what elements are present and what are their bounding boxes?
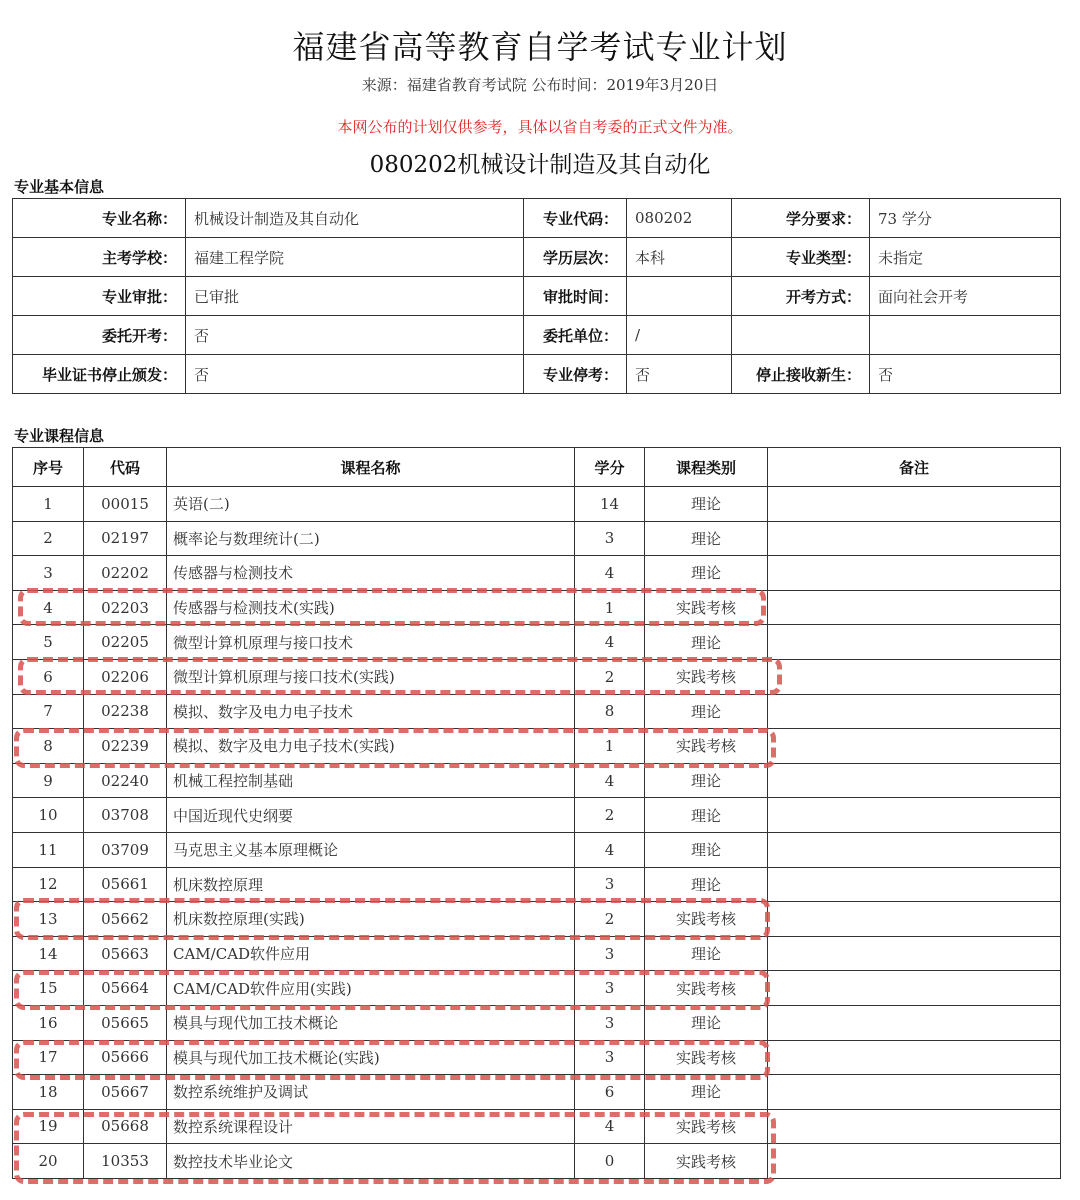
course-index: 3 bbox=[13, 556, 84, 591]
course-category: 实践考核 bbox=[645, 659, 768, 694]
info-label: 专业审批： bbox=[13, 277, 186, 316]
course-index: 14 bbox=[13, 936, 84, 971]
course-category: 实践考核 bbox=[645, 1040, 768, 1075]
table-row bbox=[13, 1109, 1061, 1144]
course-remarks bbox=[768, 1005, 1061, 1040]
course-category: 理论 bbox=[645, 1005, 768, 1040]
info-value bbox=[870, 316, 1061, 355]
course-name: CAM/CAD软件应用(实践) bbox=[167, 971, 575, 1006]
course-category: 理论 bbox=[645, 867, 768, 902]
course-category: 理论 bbox=[645, 625, 768, 660]
course-name: 数控系统课程设计 bbox=[167, 1109, 575, 1144]
course-name: 模具与现代加工技术概论 bbox=[167, 1005, 575, 1040]
course-remarks bbox=[768, 659, 1061, 694]
course-index: 12 bbox=[13, 867, 84, 902]
course-code: 05667 bbox=[84, 1075, 167, 1110]
course-remarks bbox=[768, 798, 1061, 833]
course-credits: 3 bbox=[575, 867, 645, 902]
info-row bbox=[13, 277, 1061, 316]
course-index: 19 bbox=[13, 1109, 84, 1144]
course-code: 05661 bbox=[84, 867, 167, 902]
table-row bbox=[13, 625, 1061, 660]
course-name: 模具与现代加工技术概论(实践) bbox=[167, 1040, 575, 1075]
info-value: 否 bbox=[627, 355, 732, 394]
course-name: 传感器与检测技术 bbox=[167, 556, 575, 591]
course-code: 00015 bbox=[84, 487, 167, 522]
course-code: 05664 bbox=[84, 971, 167, 1006]
course-name: 模拟、数字及电力电子技术 bbox=[167, 694, 575, 729]
course-code: 02238 bbox=[84, 694, 167, 729]
course-credits: 3 bbox=[575, 971, 645, 1006]
course-table-header bbox=[13, 448, 1061, 487]
course-credits: 4 bbox=[575, 556, 645, 591]
info-label: 学历层次： bbox=[524, 238, 627, 277]
course-credits: 4 bbox=[575, 625, 645, 660]
course-category: 实践考核 bbox=[645, 1109, 768, 1144]
course-index: 15 bbox=[13, 971, 84, 1006]
course-code: 02239 bbox=[84, 729, 167, 764]
course-category: 实践考核 bbox=[645, 902, 768, 937]
course-remarks bbox=[768, 556, 1061, 591]
course-code: 03709 bbox=[84, 832, 167, 867]
course-index: 17 bbox=[13, 1040, 84, 1075]
table-row bbox=[13, 1005, 1061, 1040]
course-name: 数控技术毕业论文 bbox=[167, 1144, 575, 1179]
course-remarks bbox=[768, 521, 1061, 556]
info-value: 本科 bbox=[627, 238, 732, 277]
course-category: 理论 bbox=[645, 763, 768, 798]
course-category: 实践考核 bbox=[645, 1144, 768, 1179]
course-name: 机床数控原理 bbox=[167, 867, 575, 902]
course-category: 实践考核 bbox=[645, 971, 768, 1006]
course-code: 05665 bbox=[84, 1005, 167, 1040]
course-name: 机床数控原理(实践) bbox=[167, 902, 575, 937]
course-remarks bbox=[768, 902, 1061, 937]
course-index: 13 bbox=[13, 902, 84, 937]
course-name: 英语(二) bbox=[167, 487, 575, 522]
course-name: 传感器与检测技术(实践) bbox=[167, 590, 575, 625]
course-remarks bbox=[768, 971, 1061, 1006]
course-category: 理论 bbox=[645, 694, 768, 729]
table-row bbox=[13, 971, 1061, 1006]
course-credits: 1 bbox=[575, 590, 645, 625]
info-value: 73 学分 bbox=[870, 199, 1061, 238]
table-row bbox=[13, 832, 1061, 867]
course-name: 马克思主义基本原理概论 bbox=[167, 832, 575, 867]
disclaimer-notice: 本网公布的计划仅供参考，具体以省自考委的正式文件为准。 bbox=[337, 118, 743, 136]
course-code: 03708 bbox=[84, 798, 167, 833]
course-code: 05663 bbox=[84, 936, 167, 971]
info-value: 机械设计制造及其自动化 bbox=[186, 199, 524, 238]
info-value: 否 bbox=[186, 355, 524, 394]
info-label: 开考方式： bbox=[732, 277, 870, 316]
course-remarks bbox=[768, 487, 1061, 522]
table-row bbox=[13, 1040, 1061, 1075]
course-credits: 2 bbox=[575, 659, 645, 694]
table-row bbox=[13, 902, 1061, 937]
course-code: 05662 bbox=[84, 902, 167, 937]
basic-info-table bbox=[12, 198, 1061, 394]
source-line: 来源：福建省教育考试院 公布时间：2019年3月20日 bbox=[361, 76, 719, 94]
course-credits: 4 bbox=[575, 1109, 645, 1144]
course-credits: 3 bbox=[575, 1040, 645, 1075]
info-value: 面向社会开考 bbox=[870, 277, 1061, 316]
header-category: 课程类别 bbox=[645, 448, 768, 487]
course-code: 02203 bbox=[84, 590, 167, 625]
info-label: 专业停考： bbox=[524, 355, 627, 394]
info-value: / bbox=[627, 316, 732, 355]
info-label: 主考学校： bbox=[13, 238, 186, 277]
info-label: 毕业证书停止颁发： bbox=[13, 355, 186, 394]
course-credits: 4 bbox=[575, 832, 645, 867]
info-label: 学分要求： bbox=[732, 199, 870, 238]
table-row bbox=[13, 556, 1061, 591]
table-row bbox=[13, 694, 1061, 729]
course-remarks bbox=[768, 694, 1061, 729]
table-row bbox=[13, 1075, 1061, 1110]
course-category: 实践考核 bbox=[645, 729, 768, 764]
course-category: 理论 bbox=[645, 936, 768, 971]
course-code: 05666 bbox=[84, 1040, 167, 1075]
course-credits: 0 bbox=[575, 1144, 645, 1179]
course-index: 18 bbox=[13, 1075, 84, 1110]
course-index: 1 bbox=[13, 487, 84, 522]
table-row bbox=[13, 487, 1061, 522]
course-index: 4 bbox=[13, 590, 84, 625]
course-category: 理论 bbox=[645, 521, 768, 556]
table-row bbox=[13, 798, 1061, 833]
table-row bbox=[13, 867, 1061, 902]
course-remarks bbox=[768, 729, 1061, 764]
course-credits: 14 bbox=[575, 487, 645, 522]
major-title: 080202机械设计制造及其自动化 bbox=[369, 152, 711, 178]
table-row bbox=[13, 763, 1061, 798]
course-index: 6 bbox=[13, 659, 84, 694]
course-table bbox=[12, 447, 1061, 1179]
course-credits: 8 bbox=[575, 694, 645, 729]
course-code: 02202 bbox=[84, 556, 167, 591]
course-code: 05668 bbox=[84, 1109, 167, 1144]
course-index: 20 bbox=[13, 1144, 84, 1179]
course-code: 02206 bbox=[84, 659, 167, 694]
info-label: 委托开考： bbox=[13, 316, 186, 355]
info-label: 停止接收新生： bbox=[732, 355, 870, 394]
course-credits: 3 bbox=[575, 1005, 645, 1040]
course-remarks bbox=[768, 832, 1061, 867]
course-credits: 3 bbox=[575, 936, 645, 971]
course-remarks bbox=[768, 763, 1061, 798]
course-name: 微型计算机原理与接口技术 bbox=[167, 625, 575, 660]
course-category: 理论 bbox=[645, 1075, 768, 1110]
course-credits: 6 bbox=[575, 1075, 645, 1110]
info-row bbox=[13, 355, 1061, 394]
course-index: 16 bbox=[13, 1005, 84, 1040]
info-value: 否 bbox=[186, 316, 524, 355]
table-row bbox=[13, 936, 1061, 971]
course-index: 7 bbox=[13, 694, 84, 729]
info-value: 未指定 bbox=[870, 238, 1061, 277]
course-credits: 1 bbox=[575, 729, 645, 764]
course-remarks bbox=[768, 1109, 1061, 1144]
info-label: 专业名称： bbox=[13, 199, 186, 238]
header-remarks: 备注 bbox=[768, 448, 1061, 487]
course-credits: 3 bbox=[575, 521, 645, 556]
course-info-heading: 专业课程信息 bbox=[14, 427, 105, 445]
course-code: 02205 bbox=[84, 625, 167, 660]
course-category: 理论 bbox=[645, 832, 768, 867]
course-remarks bbox=[768, 1040, 1061, 1075]
course-name: 中国近现代史纲要 bbox=[167, 798, 575, 833]
course-name: 模拟、数字及电力电子技术(实践) bbox=[167, 729, 575, 764]
table-row bbox=[13, 659, 1061, 694]
header-index: 序号 bbox=[13, 448, 84, 487]
course-remarks bbox=[768, 936, 1061, 971]
info-value: 080202 bbox=[627, 199, 732, 238]
table-row bbox=[13, 729, 1061, 764]
info-row bbox=[13, 238, 1061, 277]
info-label bbox=[732, 316, 870, 355]
header-course-name: 课程名称 bbox=[167, 448, 575, 487]
course-credits: 2 bbox=[575, 798, 645, 833]
course-index: 8 bbox=[13, 729, 84, 764]
info-label: 专业代码： bbox=[524, 199, 627, 238]
course-remarks bbox=[768, 1075, 1061, 1110]
course-category: 理论 bbox=[645, 556, 768, 591]
course-credits: 2 bbox=[575, 902, 645, 937]
course-name: 微型计算机原理与接口技术(实践) bbox=[167, 659, 575, 694]
basic-info-heading: 专业基本信息 bbox=[14, 178, 105, 196]
table-row bbox=[13, 521, 1061, 556]
course-code: 02197 bbox=[84, 521, 167, 556]
info-label: 专业类型： bbox=[732, 238, 870, 277]
course-remarks bbox=[768, 1144, 1061, 1179]
course-remarks bbox=[768, 867, 1061, 902]
info-label: 委托单位： bbox=[524, 316, 627, 355]
info-value: 福建工程学院 bbox=[186, 238, 524, 277]
info-row bbox=[13, 316, 1061, 355]
course-category: 实践考核 bbox=[645, 590, 768, 625]
info-value bbox=[627, 277, 732, 316]
course-index: 2 bbox=[13, 521, 84, 556]
course-code: 10353 bbox=[84, 1144, 167, 1179]
info-value: 已审批 bbox=[186, 277, 524, 316]
course-index: 5 bbox=[13, 625, 84, 660]
info-value: 否 bbox=[870, 355, 1061, 394]
info-row bbox=[13, 199, 1061, 238]
course-name: 概率论与数理统计(二) bbox=[167, 521, 575, 556]
course-name: 机械工程控制基础 bbox=[167, 763, 575, 798]
course-index: 9 bbox=[13, 763, 84, 798]
course-name: 数控系统维护及调试 bbox=[167, 1075, 575, 1110]
course-index: 10 bbox=[13, 798, 84, 833]
course-category: 理论 bbox=[645, 487, 768, 522]
header-credits: 学分 bbox=[575, 448, 645, 487]
table-row bbox=[13, 590, 1061, 625]
header-code: 代码 bbox=[84, 448, 167, 487]
info-label: 审批时间： bbox=[524, 277, 627, 316]
course-category: 理论 bbox=[645, 798, 768, 833]
page-title: 福建省高等教育自学考试专业计划 bbox=[292, 28, 788, 66]
course-remarks bbox=[768, 625, 1061, 660]
course-code: 02240 bbox=[84, 763, 167, 798]
course-index: 11 bbox=[13, 832, 84, 867]
course-credits: 4 bbox=[575, 763, 645, 798]
table-row bbox=[13, 1144, 1061, 1179]
course-remarks bbox=[768, 590, 1061, 625]
course-name: CAM/CAD软件应用 bbox=[167, 936, 575, 971]
